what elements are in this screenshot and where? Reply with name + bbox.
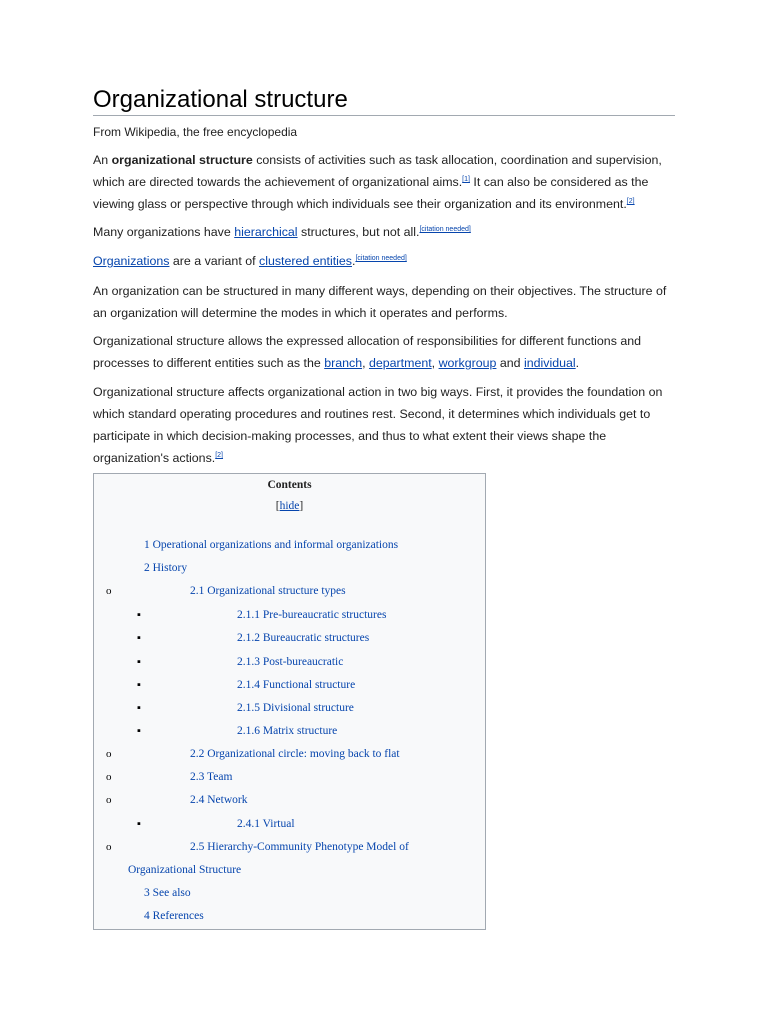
reference-link-2[interactable]: [2] — [215, 451, 224, 459]
toc-item[interactable] — [94, 722, 485, 740]
toc-item[interactable] — [94, 884, 485, 902]
reference-link-1[interactable]: [1] — [462, 175, 470, 183]
toc-item[interactable] — [94, 838, 485, 856]
bracket: ] — [299, 500, 304, 512]
page-title: Organizational structure — [93, 84, 675, 116]
square-bullet-icon: ▪ — [137, 656, 141, 668]
link-clustered-entities[interactable]: clustered entities — [259, 254, 352, 268]
square-bullet-icon: ▪ — [137, 632, 141, 644]
toc-item[interactable] — [94, 699, 485, 717]
text: and — [496, 356, 524, 370]
toc-link[interactable]: 2.5 Hierarchy-Community Phenotype Model of — [190, 841, 409, 853]
toc-link[interactable]: 1 Operational organizations and informal organizations — [144, 539, 399, 551]
paragraph-hierarchical — [93, 221, 675, 243]
toc-link[interactable]: 2.1.2 Bureaucratic structures — [237, 632, 370, 644]
link-department[interactable]: department — [368, 356, 432, 370]
toc-item[interactable] — [94, 745, 485, 763]
toc-link[interactable]: 2.3 Team — [190, 771, 233, 783]
square-bullet-icon: ▪ — [137, 679, 141, 691]
link-branch[interactable]: branch — [324, 356, 363, 370]
reference-link-2[interactable]: [2] — [626, 197, 635, 205]
link-individual[interactable]: individual — [523, 356, 576, 370]
toc-link[interactable]: 2.1.4 Functional structure — [237, 679, 356, 691]
toc-item[interactable] — [94, 536, 485, 554]
toc-item[interactable] — [94, 653, 485, 671]
toc-item[interactable] — [94, 582, 485, 600]
toc-item[interactable] — [94, 606, 485, 624]
text: . — [575, 356, 580, 370]
toc-title: Contents — [267, 479, 312, 491]
text: , — [362, 356, 369, 370]
circle-bullet-icon: o — [106, 748, 112, 760]
toc-toggle — [94, 500, 485, 512]
toc-link[interactable]: 2.1.5 Divisional structure — [237, 702, 354, 714]
paragraph-action — [93, 381, 675, 469]
square-bullet-icon: ▪ — [137, 609, 141, 621]
text: Organizational structure affects organizational action in two big ways. First, it provides the foundation on which standard operating procedures and routines rest. Second, it determines which individuals get to participate in which decision-making processes, and thus to what extent their views shape the organization's actions. — [93, 385, 663, 465]
toc-link[interactable]: 2.1 Organizational structure types — [190, 585, 346, 597]
toc-item[interactable] — [94, 791, 485, 809]
toc-link[interactable]: 2.1.3 Post-bureaucratic — [237, 656, 344, 668]
toc-item[interactable] — [94, 768, 485, 786]
toc-link[interactable]: 3 See also — [144, 887, 191, 899]
toc-link[interactable]: 2.1.1 Pre-bureaucratic structures — [237, 609, 387, 621]
text: , — [431, 356, 439, 370]
toc-link[interactable]: 2.4.1 Virtual — [237, 818, 295, 830]
paragraph-clustered — [93, 250, 675, 272]
text: Many organizations have — [93, 225, 235, 239]
citation-needed-link[interactable]: [citation needed] — [419, 225, 471, 233]
text: . — [351, 254, 356, 268]
circle-bullet-icon: o — [106, 841, 112, 853]
toc-link[interactable]: 4 References — [144, 910, 204, 922]
toc-link[interactable]: 2.2 Organizational circle: moving back to flat — [190, 748, 400, 760]
toc-link[interactable]: 2.1.6 Matrix structure — [237, 725, 338, 737]
toc-item[interactable] — [94, 629, 485, 647]
text: consists of activities such as task allocation, coordination and supervision, which are directed towards the achievement of organizational aims. — [93, 153, 662, 189]
link-organizations[interactable]: Organizations — [93, 254, 170, 268]
text: structures, but not all. — [297, 225, 420, 239]
paragraph-structured: An organization can be structured in many different ways, depending on their objectives. The structure of an organization will determine the modes in which it operates and performs. — [93, 284, 667, 320]
text: are a variant of — [169, 254, 259, 268]
circle-bullet-icon: o — [106, 585, 112, 597]
paragraph-allocation — [93, 330, 675, 374]
circle-bullet-icon: o — [106, 794, 112, 806]
bracket: [ — [275, 500, 280, 512]
toc-hide-link[interactable]: hide — [279, 500, 300, 512]
square-bullet-icon: ▪ — [137, 725, 141, 737]
circle-bullet-icon: o — [106, 771, 112, 783]
toc-item[interactable] — [94, 907, 485, 925]
text: It can also be considered as the viewing glass or perspective through which individuals see their organization and its environment. — [93, 175, 649, 211]
square-bullet-icon: ▪ — [137, 702, 141, 714]
link-hierarchical[interactable]: hierarchical — [234, 225, 298, 239]
toc-link[interactable]: Organizational Structure — [128, 864, 242, 876]
toc-link[interactable]: 2.4 Network — [190, 794, 248, 806]
toc-item[interactable] — [94, 676, 485, 694]
toc-item[interactable] — [94, 559, 485, 577]
toc-item[interactable] — [94, 815, 485, 833]
text: An — [93, 153, 112, 167]
table-of-contents — [93, 473, 486, 930]
link-workgroup[interactable]: workgroup — [438, 356, 497, 370]
square-bullet-icon: ▪ — [137, 818, 141, 830]
text: Organizational structure allows the expressed allocation of responsibilities for different functions and processes to different entities such as the — [93, 334, 642, 370]
site-tagline: From Wikipedia, the free encyclopedia — [93, 125, 298, 139]
toc-item-continued[interactable] — [94, 861, 485, 879]
intro-paragraph — [93, 149, 675, 215]
citation-needed-link[interactable]: [citation needed] — [355, 254, 407, 262]
bold-term: organizational structure — [111, 153, 253, 167]
toc-link[interactable]: 2 History — [144, 562, 188, 574]
